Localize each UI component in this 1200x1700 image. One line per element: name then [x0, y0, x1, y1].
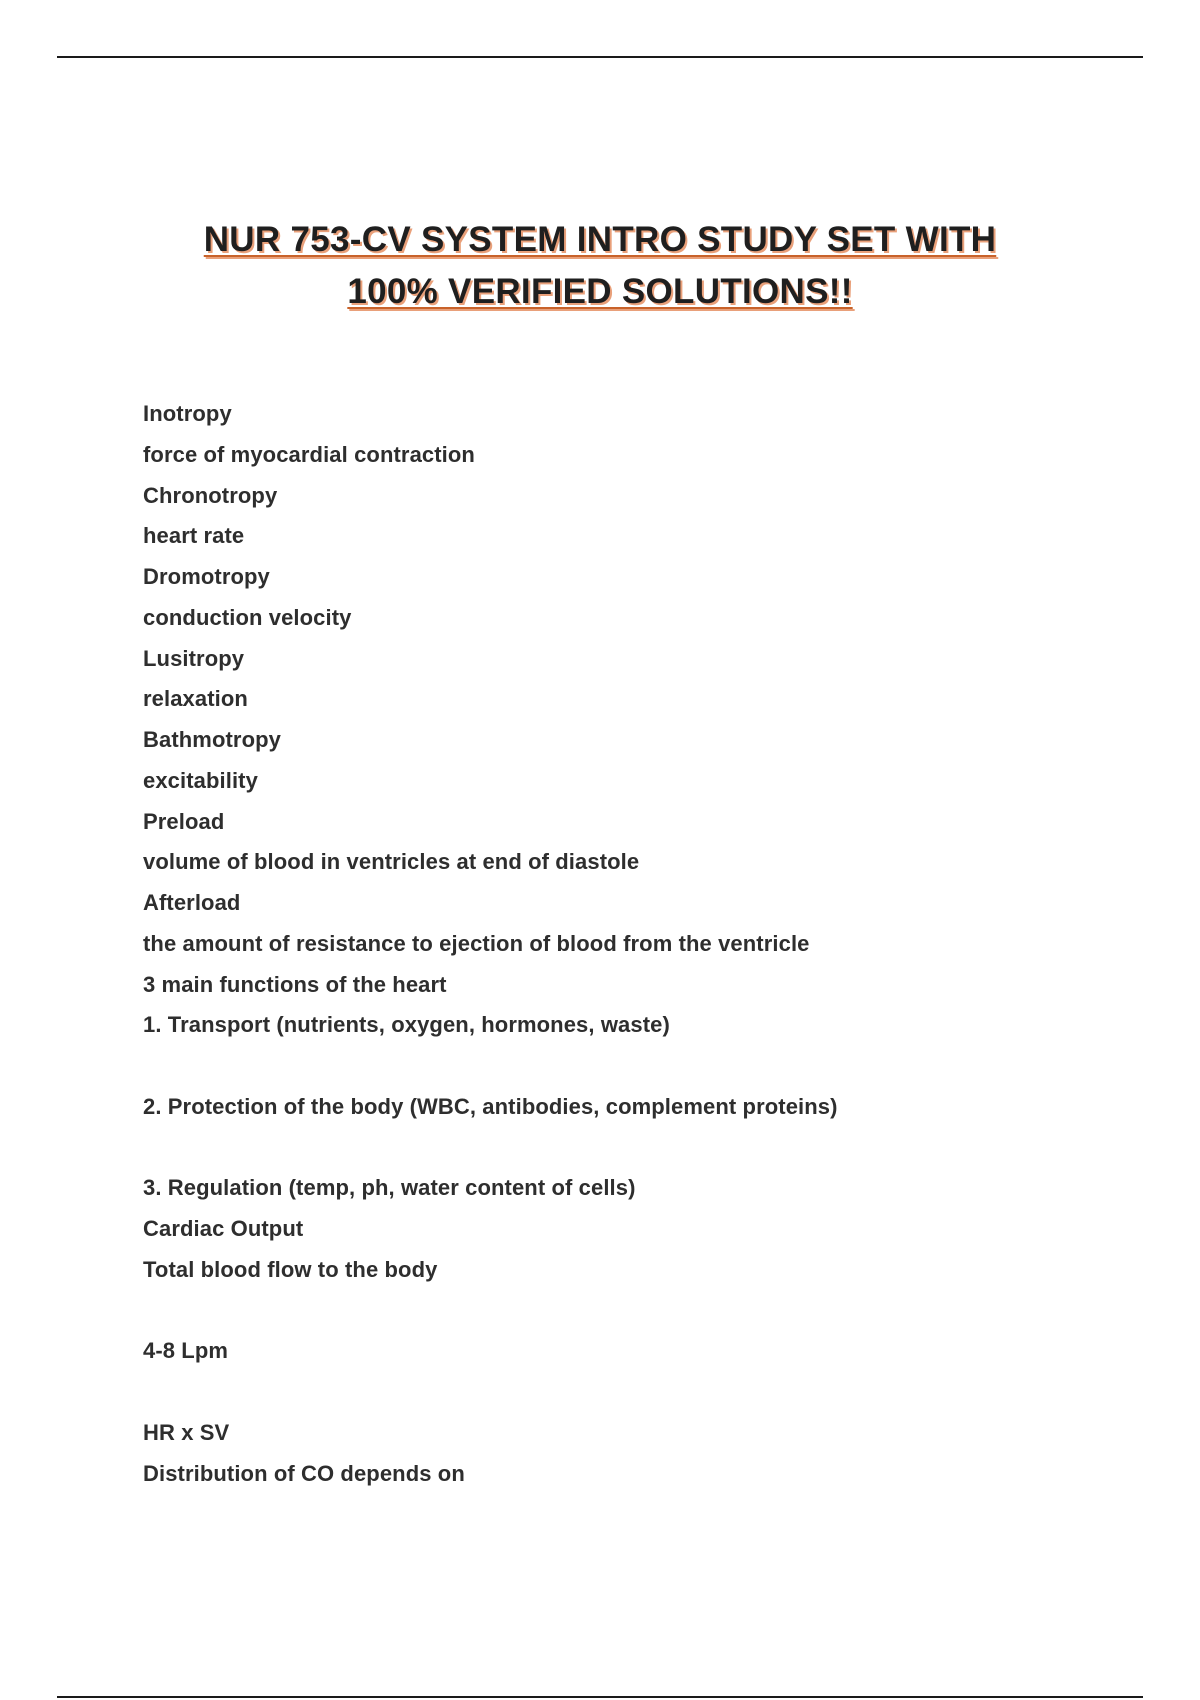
blank-line — [143, 1295, 1143, 1336]
term-line: Chronotropy — [143, 482, 278, 508]
header-rule — [57, 56, 1143, 58]
definition-line: 3. Regulation (temp, ph, water content of cells) — [143, 1175, 636, 1201]
definition-line: 2. Protection of the body (WBC, antibodies, complement proteins) — [143, 1093, 838, 1119]
document-body — [143, 398, 1143, 1498]
definition-line: Total blood flow to the body — [143, 1256, 438, 1282]
definition-line: excitability — [143, 767, 258, 793]
blank-line — [143, 1050, 1143, 1091]
term-line: Bathmotropy — [143, 727, 281, 752]
definition-line: HR x SV — [143, 1419, 230, 1445]
definition-line: force of myocardial contraction — [143, 441, 475, 467]
term-line: Inotropy — [143, 401, 232, 426]
definition-line: relaxation — [143, 686, 248, 712]
definition-line: conduction velocity — [143, 604, 352, 630]
document-title — [120, 214, 1080, 318]
footer-rule — [57, 1696, 1143, 1698]
term-line: Dromotropy — [143, 564, 270, 589]
blank-line — [143, 1132, 1143, 1173]
term-line: Lusitropy — [143, 645, 245, 671]
title-line-1: NUR 753-CV SYSTEM INTRO STUDY SET WITH — [203, 220, 997, 259]
definition-line: 4-8 Lpm — [143, 1338, 229, 1364]
term-line: Preload — [143, 808, 225, 834]
term-line: 3 main functions of the heart — [143, 971, 447, 997]
title-line-2: 100% VERIFIED SOLUTIONS!! — [347, 272, 853, 311]
term-line: Afterload — [143, 890, 241, 915]
definition-line: the amount of resistance to ejection of blood from the ventricle — [143, 930, 810, 956]
definition-line: volume of blood in ventricles at end of diastole — [143, 849, 640, 875]
definition-line: heart rate — [143, 523, 245, 549]
definition-line: 1. Transport (nutrients, oxygen, hormones, waste) — [143, 1012, 670, 1038]
term-line: Cardiac Output — [143, 1216, 304, 1241]
term-line: Distribution of CO depends on — [143, 1460, 465, 1486]
blank-line — [143, 1376, 1143, 1417]
